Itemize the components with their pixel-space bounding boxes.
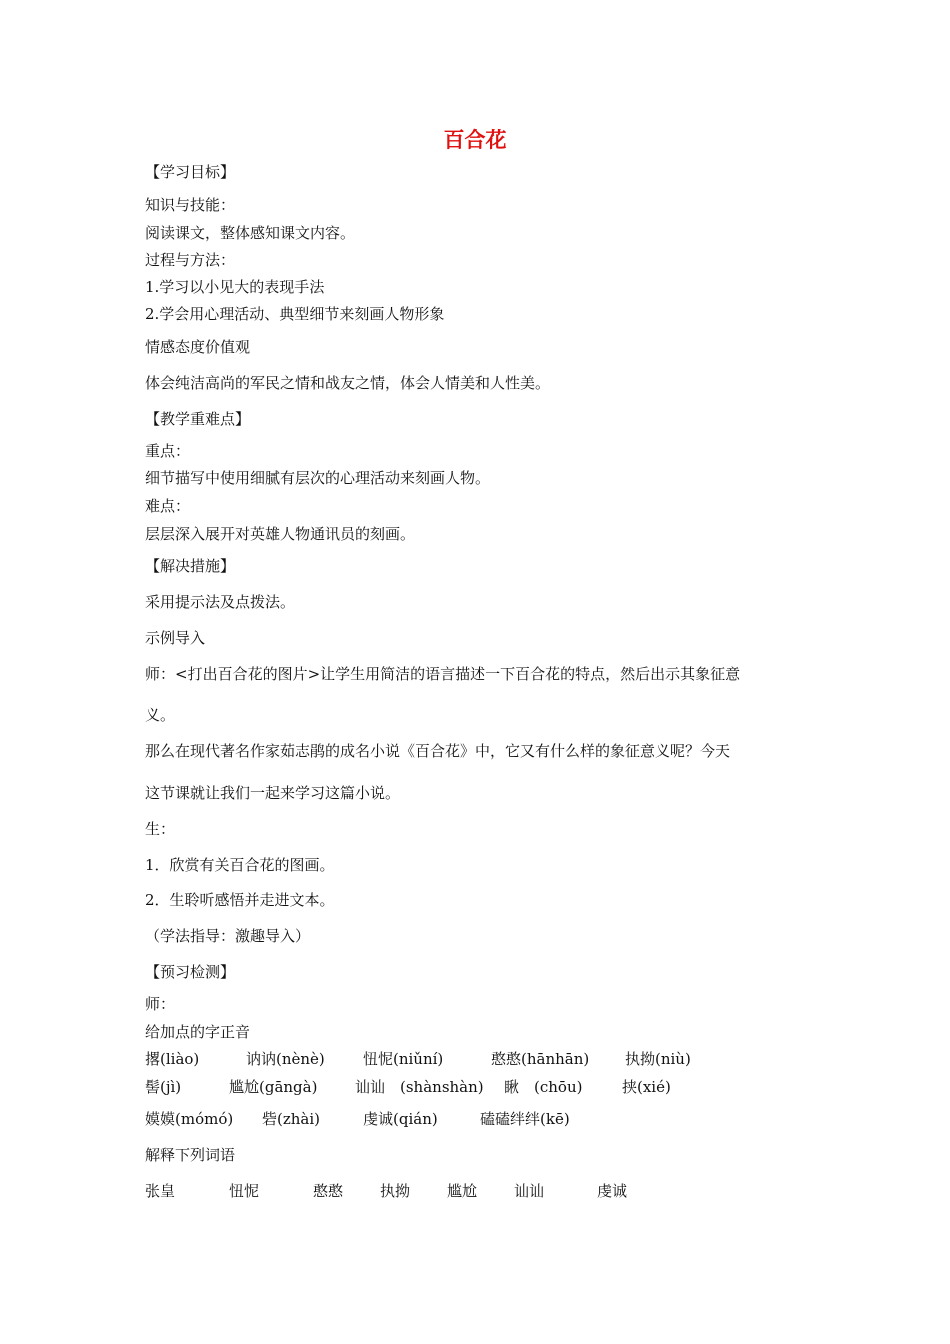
vocab-word: 尴尬: [447, 1182, 478, 1200]
vocab-word: 执拗: [380, 1182, 411, 1200]
text-line: 解释下列词语: [145, 1146, 236, 1164]
pinyin-item: 讷讷(nènè): [246, 1050, 325, 1068]
text-line: 体会纯洁高尚的军民之情和战友之情，体会人情美和人性美。: [145, 374, 551, 392]
text-line: 采用提示法及点拨法。: [145, 593, 296, 611]
text-line: 给加点的字正音: [145, 1023, 251, 1041]
pinyin-item: 尴尬(gāngà): [229, 1078, 318, 1096]
text-line: 2.学会用心理活动、典型细节来刻画人物形象: [145, 305, 445, 323]
text-line: 1．欣赏有关百合花的图画。: [145, 856, 335, 874]
pinyin-item: 砦(zhài): [262, 1110, 321, 1128]
heading-key-points: 【教学重难点】: [145, 410, 251, 428]
pinyin-item: 虔诚(qián): [363, 1110, 438, 1128]
pinyin-item: 髻(jì): [145, 1078, 182, 1096]
text-line: 师：: [145, 995, 176, 1013]
vocab-word: 忸怩: [229, 1182, 260, 1200]
pinyin-item: 讪讪 (shànshàn): [355, 1078, 484, 1096]
pinyin-item: 撂(liào): [145, 1050, 200, 1068]
text-line: 阅读课文，整体感知课文内容。: [145, 224, 356, 242]
text-line: 义。: [145, 706, 176, 724]
vocab-word: 讪讪: [514, 1182, 545, 1200]
text-line: 这节课就让我们一起来学习这篇小说。: [145, 784, 401, 802]
pinyin-item: 磕磕绊绊(kē): [480, 1110, 570, 1128]
text-line: 2．生聆听感悟并走进文本。: [145, 891, 335, 909]
text-line: （学法指导：激趣导入）: [145, 927, 311, 945]
pinyin-item: 嫫嫫(mómó): [145, 1110, 234, 1128]
text-line: 生：: [145, 820, 176, 838]
pinyin-item: 执拗(niù): [625, 1050, 691, 1068]
text-line: 细节描写中使用细腻有层次的心理活动来刻画人物。: [145, 469, 491, 487]
pinyin-item: 瞅 (chōu): [504, 1078, 583, 1096]
heading-preview-check: 【预习检测】: [145, 963, 236, 981]
text-line: 1.学习以小见大的表现手法: [145, 278, 325, 296]
text-line: 那么在现代著名作家茹志鹃的成名小说《百合花》中，它又有什么样的象征意义呢？今天: [145, 742, 731, 760]
text-line: 知识与技能：: [145, 196, 236, 214]
heading-measures: 【解决措施】: [145, 557, 236, 575]
text-line: 难点：: [145, 497, 191, 515]
pinyin-item: 忸怩(niǔní): [363, 1050, 444, 1068]
text-line: 重点：: [145, 442, 191, 460]
text-line: 情感态度价值观: [145, 338, 251, 356]
document-title: 百合花: [443, 128, 507, 152]
vocab-word: 张皇: [145, 1182, 176, 1200]
vocab-word: 憨憨: [313, 1182, 344, 1200]
vocab-word: 虔诚: [597, 1182, 628, 1200]
text-line: 师：<打出百合花的图片>让学生用简洁的语言描述一下百合花的特点，然后出示其象征意: [145, 665, 741, 683]
text-line: 层层深入展开对英雄人物通讯员的刻画。: [145, 525, 416, 543]
pinyin-item: 挟(xié): [622, 1078, 671, 1096]
text-line: 示例导入: [145, 629, 206, 647]
pinyin-item: 憨憨(hānhān): [491, 1050, 590, 1068]
heading-learning-goals: 【学习目标】: [145, 163, 236, 181]
text-line: 过程与方法：: [145, 251, 236, 269]
